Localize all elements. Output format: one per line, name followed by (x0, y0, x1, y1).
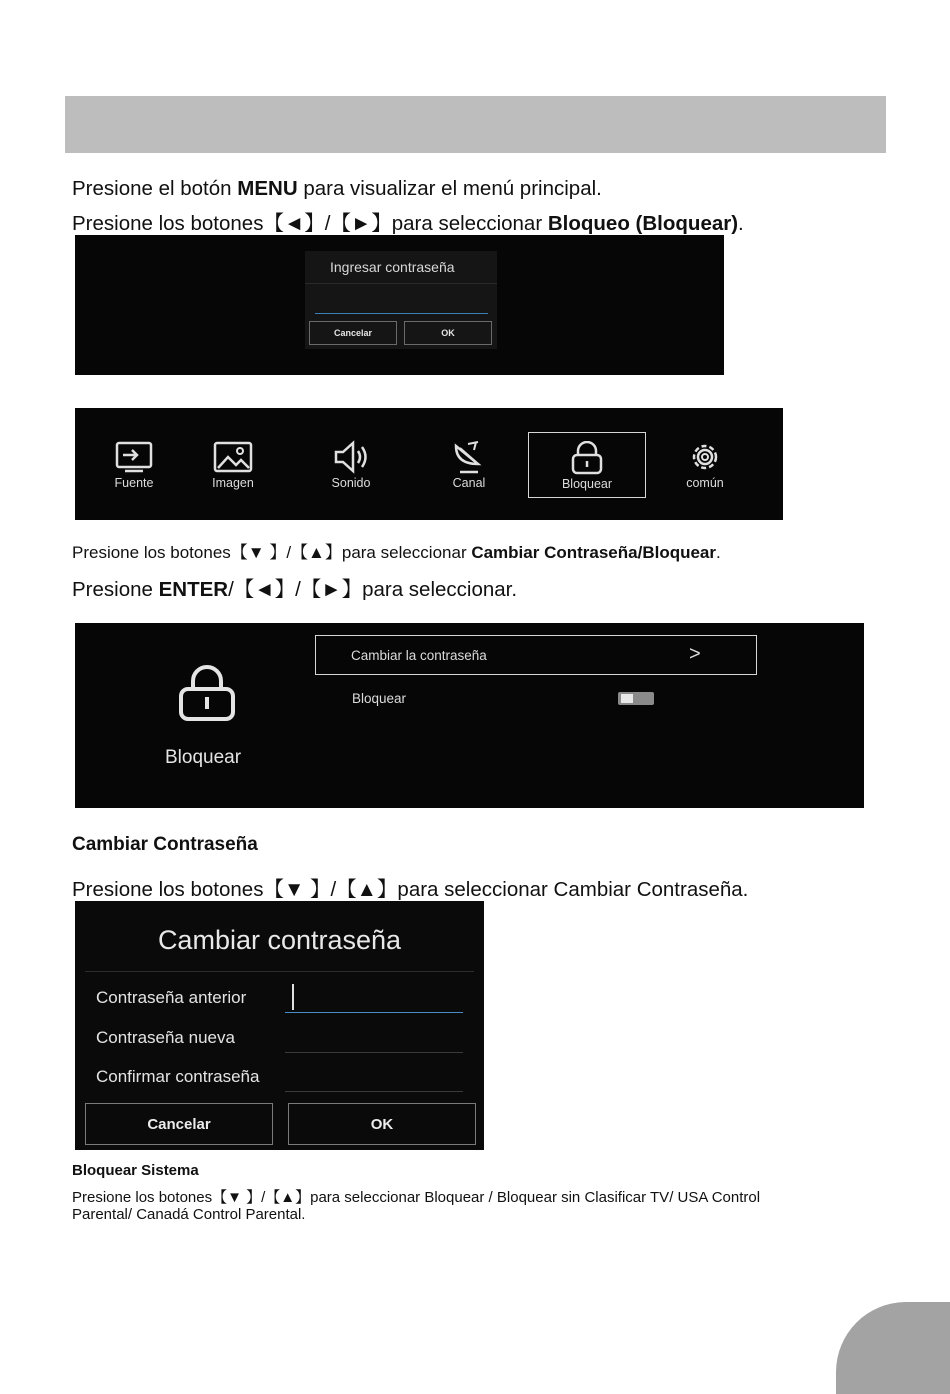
confirm-password-field[interactable] (285, 1091, 463, 1092)
intro-line-1-tail: para visualizar el menú principal. (297, 177, 602, 200)
system-lock-heading: Bloquear Sistema (72, 1162, 199, 1179)
menu-item-imagen[interactable] (174, 432, 292, 500)
cancel-button[interactable]: Cancelar (309, 321, 397, 345)
divider (305, 283, 497, 284)
menu-item-comun[interactable] (646, 432, 764, 500)
lock-menu-title: Bloquear (165, 747, 242, 768)
dialog-title: Cambiar contraseña (157, 925, 402, 955)
field-label-new-password: Contraseña nueva (96, 1028, 235, 1047)
menu-item-label: Canal (452, 476, 486, 490)
section-header-bar (65, 96, 886, 153)
lock-icon (564, 441, 610, 475)
change-password-dialog (75, 901, 484, 1150)
page-corner-tab (836, 1302, 950, 1394)
enter-keyword: ENTER (158, 578, 229, 601)
change-password-instruction: Presione los botones【▼ 】/【▲】para seleccionar Cambiar Contraseña. (72, 878, 749, 901)
menu-item-label: Sonido (331, 476, 371, 490)
change-password-heading: Cambiar Contraseña (72, 834, 258, 855)
ok-button[interactable]: OK (288, 1103, 476, 1145)
password-dialog-title: Ingresar contraseña (330, 259, 455, 275)
lock-icon (175, 663, 239, 725)
old-password-field[interactable] (285, 1012, 463, 1013)
password-dialog (305, 251, 497, 349)
text-cursor (292, 984, 294, 1010)
source-icon (111, 440, 157, 474)
intro-line-1-text: Presione el botón (72, 177, 238, 200)
menu-item-sonido[interactable] (292, 432, 410, 500)
option-label: Cambiar la contraseña (351, 648, 487, 663)
menu-item-bloquear[interactable] (528, 432, 646, 498)
step2-line-2 (72, 572, 517, 602)
menu-keyword: MENU (237, 177, 298, 200)
satellite-icon (446, 440, 492, 474)
option-label: Bloquear (352, 691, 407, 706)
menu-item-label: Imagen (212, 476, 254, 490)
intro-line-2-tail: . (738, 212, 744, 235)
password-prompt-screen (75, 235, 724, 375)
cambiar-keyword: Cambiar Contraseña/Bloquear (471, 543, 717, 562)
field-label-old-password: Contraseña anterior (96, 988, 247, 1007)
lock-toggle[interactable] (618, 692, 654, 705)
chevron-right-icon: > (689, 643, 701, 665)
field-label-confirm-password: Confirmar contraseña (96, 1067, 260, 1086)
toggle-knob (621, 694, 633, 703)
menu-item-label: Bloquear (561, 477, 613, 491)
system-lock-line-2: Parental/ Canadá Control Parental. (72, 1206, 306, 1223)
gear-icon (682, 440, 728, 474)
password-input[interactable] (315, 313, 488, 314)
step2-line-2-text: Presione (72, 578, 159, 601)
cancel-button[interactable]: Cancelar (85, 1103, 273, 1145)
step2-line-1-text: Presione los botones【▼ 】/【▲】para seleccionar (72, 543, 472, 562)
main-menu-screen (75, 408, 783, 520)
step2-line-1 (72, 538, 721, 563)
bloqueo-keyword: Bloqueo (Bloquear) (547, 212, 739, 235)
new-password-field[interactable] (285, 1052, 463, 1053)
option-change-password[interactable] (315, 635, 757, 675)
intro-line-1 (72, 177, 602, 201)
sound-icon (328, 440, 374, 474)
lock-menu-screen (75, 623, 864, 808)
option-lock[interactable] (315, 679, 757, 719)
step2-line-1-tail: . (716, 543, 721, 562)
intro-line-2-text: Presione los botones【◄】/【►】para seleccionar (72, 212, 548, 235)
menu-item-canal[interactable] (410, 432, 528, 500)
ok-button[interactable]: OK (404, 321, 492, 345)
menu-item-label: común (686, 476, 724, 490)
menu-item-label: Fuente (114, 476, 154, 490)
divider (85, 971, 474, 972)
intro-line-2 (72, 206, 744, 236)
step2-line-2-tail: /【◄】/【►】para seleccionar. (228, 578, 518, 601)
system-lock-line-1: Presione los botones【▼ 】/【▲】para seleccionar Bloquear / Bloquear sin Clasificar TV/ USA Control (72, 1189, 761, 1206)
image-icon (210, 440, 256, 474)
